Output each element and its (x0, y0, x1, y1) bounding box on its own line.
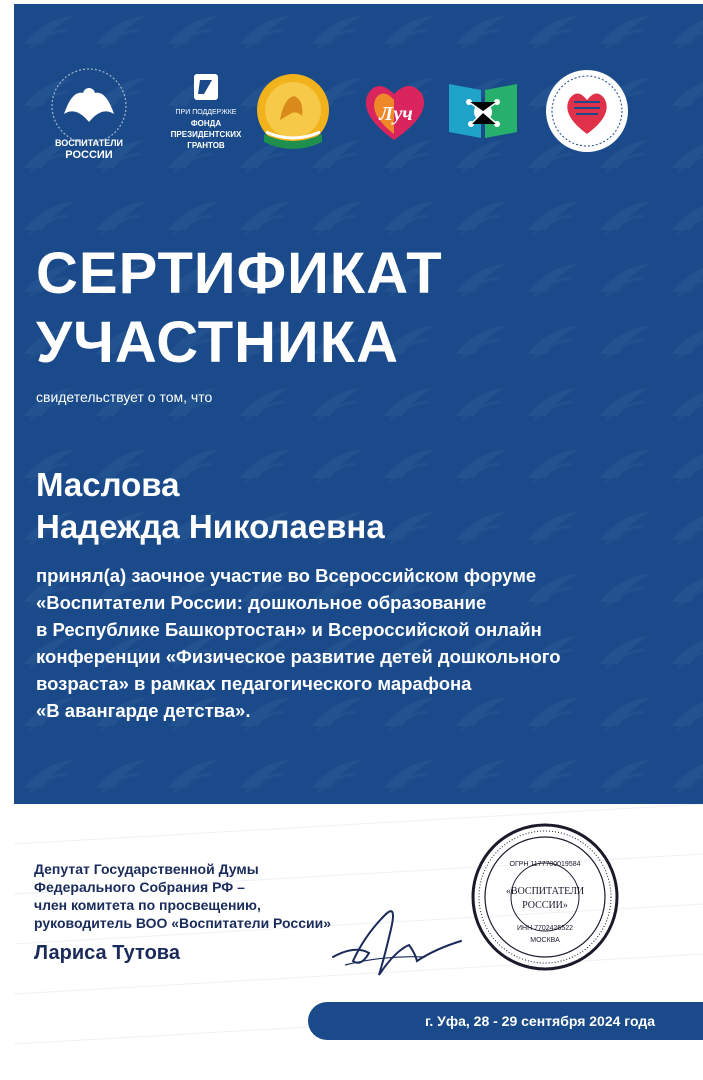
svg-text:Луч: Луч (379, 103, 413, 125)
handwritten-signature-icon (325, 895, 465, 985)
participant-given-names: Надежда Николаевна (36, 508, 385, 545)
svg-text:РОССИИ: РОССИИ (65, 149, 113, 161)
position-line: руководитель ВОО «Воспитатели России» (34, 915, 331, 931)
certificate-title (36, 239, 443, 377)
title-line-2: УЧАСТНИКА (36, 310, 400, 375)
body-line: принял(а) заочное участие во Всероссийском форуме (36, 565, 537, 586)
body-line: возраста» в рамках педагогического марафона (36, 673, 472, 694)
presidential-grants-fund-logo (156, 72, 256, 156)
position-line: член комитета по просвещению, (34, 897, 261, 913)
institute-round-logo (544, 68, 630, 154)
participant-name (36, 464, 385, 548)
svg-text:РОССИИ»: РОССИИ» (522, 900, 568, 911)
bashkortostan-emblem-icon (254, 70, 332, 154)
official-stamp (470, 822, 620, 972)
certificate-body (36, 562, 676, 724)
position-line: Депутат Государственной Думы (34, 861, 259, 877)
body-line: «В авангарде детства». (36, 700, 251, 721)
title-line-1: СЕРТИФИКАТ (36, 241, 443, 306)
body-line: конференции «Физическое развитие детей дошкольного (36, 646, 561, 667)
svg-text:ГРАНТОВ: ГРАНТОВ (187, 141, 225, 150)
svg-text:ФОНДА: ФОНДА (190, 119, 222, 128)
svg-text:ВОСПИТАТЕЛИ: ВОСПИТАТЕЛИ (55, 138, 123, 148)
svg-text:ИНН 7702426522: ИНН 7702426522 (516, 925, 574, 932)
place-and-date: г. Уфа, 28 - 29 сентября 2024 года (424, 1013, 655, 1029)
participant-surname: Маслова (36, 466, 180, 503)
svg-text:ОГРН 1177700019584: ОГРН 1177700019584 (509, 861, 581, 868)
page-top-margin (0, 0, 703, 4)
certificate-header-panel (14, 4, 703, 804)
education-book-logo (447, 78, 519, 142)
body-line: «Воспитатели России: дошкольное образование (36, 592, 487, 613)
signatory-position (34, 860, 331, 932)
footer-bar (308, 1002, 703, 1040)
svg-text:«ВОСПИТАТЕЛИ: «ВОСПИТАТЕЛИ (505, 886, 585, 897)
vospitateli-rossii-logo (34, 64, 144, 164)
signatory-name: Лариса Тутова (34, 942, 180, 964)
svg-text:МОСКВА: МОСКВА (530, 937, 560, 944)
body-line: в Республике Башкортостан» и Всероссийской онлайн (36, 619, 542, 640)
partner-logos (34, 64, 694, 164)
svg-text:ПРЕЗИДЕНТСКИХ: ПРЕЗИДЕНТСКИХ (170, 130, 242, 139)
page-left-margin (0, 0, 14, 1080)
position-line: Федерального Собрания РФ – (34, 879, 245, 895)
luch-logo (354, 76, 436, 146)
certificate-subtitle: свидетельствует о том, что (36, 389, 213, 405)
svg-text:ПРИ ПОДДЕРЖКЕ: ПРИ ПОДДЕРЖКЕ (175, 109, 237, 116)
